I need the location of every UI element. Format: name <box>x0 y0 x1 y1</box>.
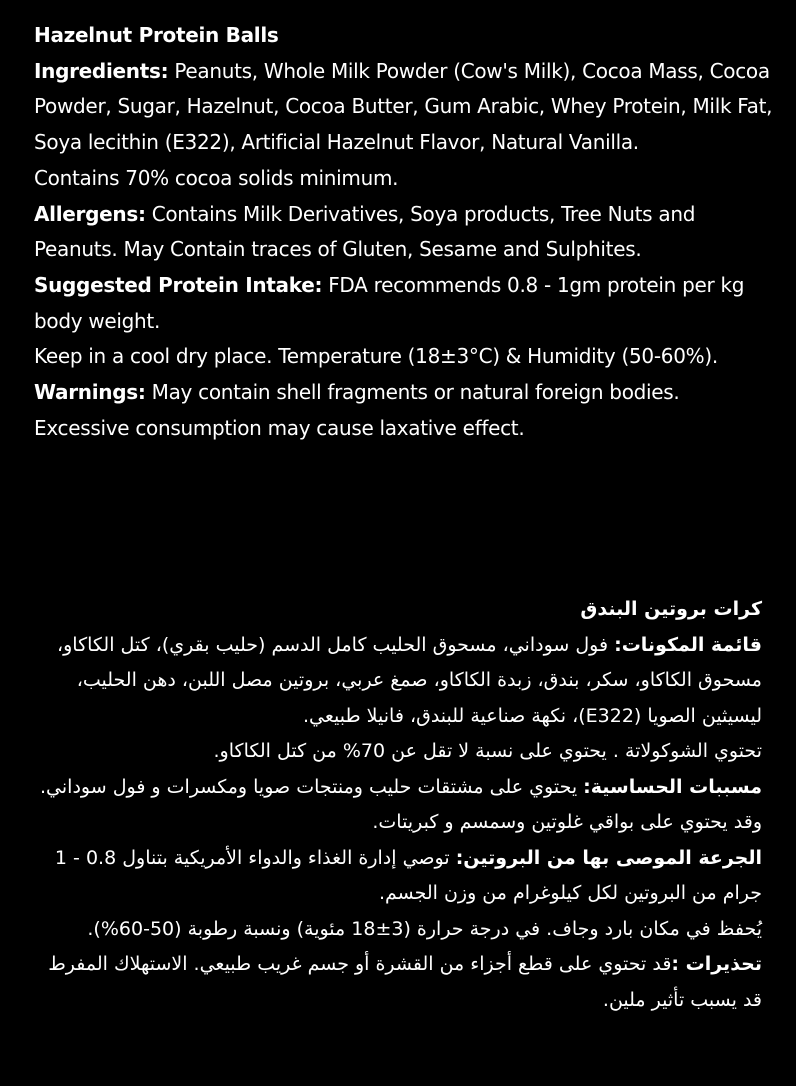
protein-intake-text: FDA recommends 0.8 - 1gm protein per kg body weight. <box>34 272 745 333</box>
english-label-section <box>34 18 774 446</box>
warnings-paragraph <box>34 375 774 446</box>
storage-instructions: Keep in a cool dry place. Temperature (18±3°C) & Humidity (50-60%). <box>34 344 718 369</box>
ingredients-paragraph <box>34 54 774 161</box>
ingredients-text-arabic: فول سوداني، مسحوق الحليب كامل الدسم (حليب بقري)، كتل الكاكاو، مسحوق الكاكاو، سكر، بندق، زبدة الكاكاو، صمغ عربي، بروتين مصل اللبن، دهن الحليب، ليسيثين الصويا (E322)، نكهة صناعية للبندق، فانيلا طبيعي. <box>57 633 762 727</box>
warnings-label: Warnings: <box>34 380 146 405</box>
allergens-label: Allergens: <box>34 201 146 226</box>
product-title: Hazelnut Protein Balls <box>34 23 279 47</box>
ingredients-label-arabic: قائمة المكونات: <box>614 633 762 656</box>
ingredients-text: Peanuts, Whole Milk Powder (Cow's Milk), Cocoa Mass, Cocoa Powder, Sugar, Hazelnut, Cocoa Butter, Gum Arabic, Whey Protein, Milk Fat, Soya lecithin (E322), Artificial Hazelnut Flavor, Natural Vanilla. <box>34 58 773 155</box>
allergens-text-arabic: يحتوي على مشتقات حليب ومنتجات صويا ومكسرات و فول سوداني. وقد يحتوي على بواقي غلوتين وسمسم و كبريتات. <box>40 775 762 833</box>
product-title-arabic: كرات بروتين البندق <box>580 598 762 620</box>
ingredients-paragraph-arabic <box>27 628 762 735</box>
allergens-label-arabic: مسببات الحساسية: <box>583 775 762 798</box>
protein-intake-paragraph <box>34 268 774 339</box>
allergens-paragraph-arabic <box>27 770 762 841</box>
protein-intake-label-arabic: الجرعة الموصى بها من البروتين: <box>455 846 762 869</box>
allergens-paragraph <box>34 197 774 268</box>
protein-intake-label: Suggested Protein Intake: <box>34 272 323 297</box>
warnings-label-arabic: تحذيرات : <box>671 953 762 975</box>
allergens-text: Contains Milk Derivatives, Soya products, Tree Nuts and Peanuts. May Contain traces of Gluten, Sesame and Sulphites. <box>34 201 696 262</box>
warnings-paragraph-arabic <box>27 947 762 1018</box>
cocoa-note-arabic: تحتوي الشوكولاتة . يحتوي على نسبة لا تقل عن 70% من كتل الكاكاو. <box>213 740 762 762</box>
cocoa-note: Contains 70% cocoa solids minimum. <box>34 165 399 190</box>
warnings-text: May contain shell fragments or natural foreign bodies. Excessive consumption may cause laxative effect. <box>34 380 680 440</box>
storage-instructions-arabic: يُحفظ في مكان بارد وجاف. في درجة حرارة (3±18 مئوية) ونسبة رطوبة (50-60%). <box>87 917 762 940</box>
arabic-label-section <box>27 592 762 1018</box>
protein-intake-paragraph-arabic <box>27 841 762 912</box>
protein-intake-text-arabic: توصي إدارة الغذاء والدواء الأمريكية بتناول 0.8 - 1 جرام من البروتين لكل كيلوغرام من وزن الجسم. <box>54 846 762 904</box>
ingredients-label: Ingredients: <box>34 58 169 83</box>
warnings-text-arabic: قد تحتوي على قطع أجزاء من القشرة أو جسم غريب طبيعي. الاستهلاك المفرط قد يسبب تأثير ملين. <box>48 953 762 1011</box>
